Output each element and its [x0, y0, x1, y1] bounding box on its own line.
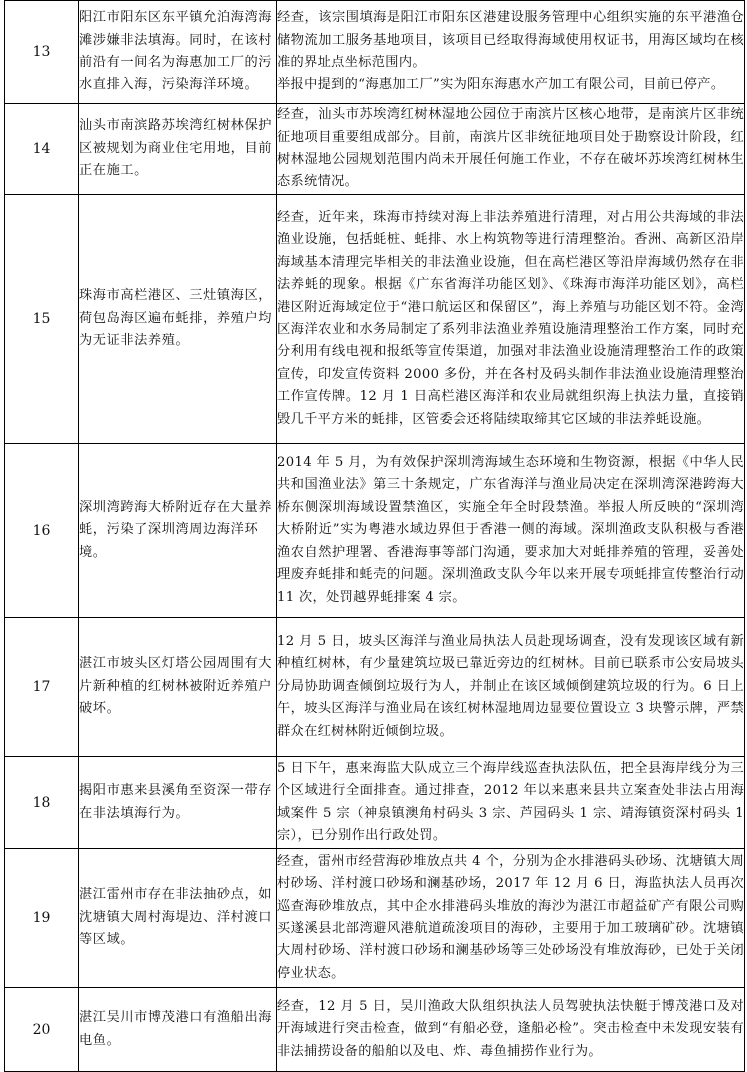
reported-issue: 阳江市阳东区东平镇允泊海湾海滩涉嫌非法填海。同时，在该村前沿有一间名为海惠加工厂的污水直排入海，污染海洋环境。: [79, 1, 277, 104]
table-row: [5, 849, 745, 988]
result-paragraph: 经查，雷州市经营海砂堆放点共 4 个，分别为企水排港码头砂场、沈塘镇大周村砂场、洋村渡口砂场和澜基砂场，2017 年 12 月 6 日，海监执法人员再次巡查海砂堆放点，其中企水排港码头堆放的海沙为湛江市超益矿产有限公司购买遂溪县北部湾避风港航道疏浚项目的海砂，主要用于加工玻璃矿砂。沈塘镇大周村砂场、洋村渡口砂场和澜基砂场等三处砂场没有堆放海砂，已处于关闭停业状态。: [277, 853, 744, 981]
result-paragraph: 5 日下午，惠来海监大队成立三个海岸线巡查执法队伍，把全县海岸线分为三个区域进行全面排查。通过排查，2012 年以来惠来县共立案查处非法占用海域案件 5 宗（神泉镇澳角村码头 3 宗、芦园码头 1 宗、靖海镇资深村码头 1 宗），已分别作出行政处罚。: [277, 760, 744, 843]
reported-issue: 湛江吴川市博茂港口有渔船出海电鱼。: [79, 988, 277, 1072]
table-row: [5, 195, 745, 444]
reported-issue: 湛江市坡头区灯塔公园周围有大片新种植的红树林被附近养殖户破坏。: [79, 618, 277, 757]
result-paragraph: 经查，该宗围填海是阳江市阳东区港建设服务管理中心组织实施的东平港渔仓储物流加工服务基地项目，该项目已经取得海域使用权证书，用海区域均在核准的界址点坐标范围内。: [277, 10, 744, 70]
investigation-result: [277, 618, 745, 757]
row-number: 20: [5, 988, 79, 1072]
table-row: [5, 104, 745, 195]
result-paragraph: 经查，12 月 5 日，吴川渔政大队组织执法人员驾驶执法快艇于博茂港口及对开海域进行突击检查，做到“有船必登，逢船必检”。突击检查中未发现安装有非法捕捞设备的船舶以及电、炸、毒鱼捕捞作业行为。: [277, 998, 744, 1059]
result-paragraph: 举报中提到的“海惠加工厂”实为阳东海惠水产加工有限公司，目前已停产。: [277, 77, 725, 93]
row-number: 15: [5, 195, 79, 444]
result-paragraph: 经查，汕头市苏埃湾红树林湿地公园位于南滨片区核心地带，是南滨片区非统征地项目重要组成部分。目前，南滨片区非统征地项目处于勘察设计阶段，红树林湿地公园规划范围内尚未开展任何施工作业，不存在破坏苏埃湾红树林生态系统情况。: [277, 107, 744, 190]
row-number: 17: [5, 618, 79, 757]
reported-issue: 深圳湾跨海大桥附近存在大量养蚝，污染了深圳湾周边海洋环境。: [79, 444, 277, 618]
row-number: 13: [5, 1, 79, 104]
row-number: 18: [5, 757, 79, 849]
row-number: 19: [5, 849, 79, 988]
result-paragraph: 2014 年 5 月，为有效保护深圳湾海域生态环境和生物资源，根据《中华人民共和国渔业法》第三十条规定，广东省海洋与渔业局决定在深圳湾深港跨海大桥东侧深圳海域设置禁渔区，实施全年全时段禁渔。举报人所反映的“深圳湾大桥附近”实为粤港水域边界但于香港一侧的海域。深圳渔政支队积极与香港渔农自然护理署、香港海事等部门沟通，要求加大对蚝排养殖的管理，妥善处理废弃蚝排和蚝壳的问题。深圳渔政支队今年以来开展专项蚝排宣传整治行动 11 次，处罚越界蚝排案 4 宗。: [277, 455, 744, 605]
result-paragraph: 12 月 5 日，坡头区海洋与渔业局执法人员赴现场调查，没有发现该区域有新种植红树林，有少量建筑垃圾已靠近旁边的红树林。目前已联系市公安局坡头分局协助调查倾倒垃圾行为人，并制止在该区域倾倒建筑垃圾的行为。6 日上午，坡头区海洋与渔业局在该红树林湿地周边显要位置设立 3 块警示牌，严禁群众在红树林附近倾倒垃圾。: [277, 633, 744, 739]
result-paragraph: 经查，近年来，珠海市持续对海上非法养殖进行清理，对占用公共海域的非法渔业设施，包括蚝桩、蚝排、水上构筑物等进行清理整治。香洲、高新区沿岸海域基本清理完毕相关的非法渔业设施，但在高栏港区等沿岸海域仍然存在非法养蚝的现象。根据《广东省海洋功能区划》、《珠海市海洋功能区划》，高栏港区附近海域定位于“港口航运区和保留区”，海上养殖与功能区划不符。金湾区海洋农业和水务局制定了系列非法渔业养殖设施清理整治工作方案，同时充分利用有线电视和报纸等宣传渠道，加强对非法渔业设施清理整治工作的政策宣传，印发宣传资料 2000 多份，并在各村及码头制作非法渔业设施清理整治工作宣传牌。12 月 1 日高栏港区海洋和农业局就组织海上执法力量，直接销毁几千平方米的蚝排，区管委会还将陆续取缔其它区域的非法养蚝设施。: [277, 209, 744, 427]
row-number: 16: [5, 444, 79, 618]
investigation-result: [277, 444, 745, 618]
reported-issue: 珠海市高栏港区、三灶镇海区，荷包岛海区遍布蚝排，养殖户均为无证非法养殖。: [79, 195, 277, 444]
row-number: 14: [5, 104, 79, 195]
investigation-result: [277, 988, 745, 1072]
table-row: [5, 618, 745, 757]
reported-issue: 揭阳市惠来县溪角至资深一带存在非法填海行为。: [79, 757, 277, 849]
investigation-result: [277, 849, 745, 988]
investigation-result: [277, 757, 745, 849]
complaint-table: [4, 0, 745, 1072]
investigation-result: [277, 104, 745, 195]
table-row: [5, 757, 745, 849]
reported-issue: 湛江雷州市存在非法抽砂点，如沈塘镇大周村海堤边、洋村渡口等区域。: [79, 849, 277, 988]
table-row: [5, 988, 745, 1072]
reported-issue: 汕头市南滨路苏埃湾红树林保护区被规划为商业住宅用地，目前正在施工。: [79, 104, 277, 195]
investigation-result: [277, 1, 745, 104]
table-row: [5, 1, 745, 104]
table-row: [5, 444, 745, 618]
investigation-result: [277, 195, 745, 444]
